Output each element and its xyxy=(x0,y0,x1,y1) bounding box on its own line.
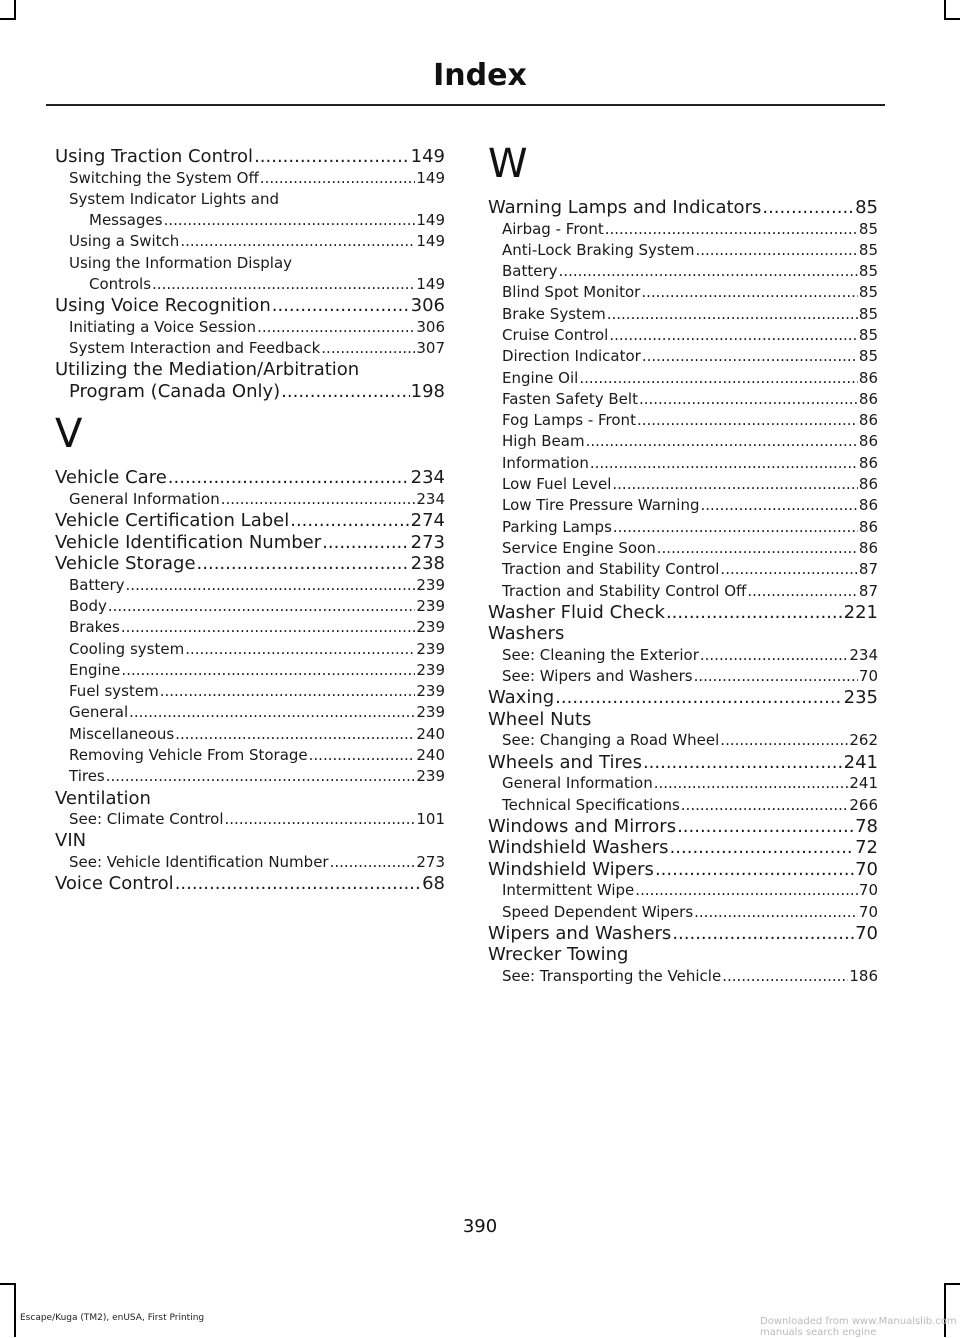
index-entry-page[interactable]: 240 xyxy=(416,724,445,743)
crop-mark-bottom-left-v xyxy=(14,1283,16,1337)
index-entry-page[interactable]: 186 xyxy=(849,966,878,985)
dot-leader xyxy=(637,410,858,431)
index-entry[interactable] xyxy=(488,687,878,709)
dot-leader xyxy=(657,538,858,559)
index-entry-page[interactable]: 221 xyxy=(843,601,878,623)
dot-leader xyxy=(197,553,410,575)
index-entry-page[interactable]: 239 xyxy=(416,596,445,615)
index-entry-label: Low Tire Pressure Warning xyxy=(502,496,700,515)
index-entry[interactable] xyxy=(488,666,878,687)
index-entry[interactable] xyxy=(488,517,878,538)
index-entry[interactable] xyxy=(55,168,445,189)
index-entry-label: Fasten Safety Belt xyxy=(502,389,638,408)
index-entry-page[interactable]: 86 xyxy=(858,517,878,536)
index-entry-page[interactable]: 70 xyxy=(858,902,878,921)
index-entry-label: Program (Canada Only) xyxy=(69,380,281,402)
index-entry[interactable] xyxy=(488,816,878,838)
dot-leader xyxy=(152,274,415,295)
index-entry-label: Traction and Stability Control xyxy=(502,560,720,579)
index-entry-label: Engine xyxy=(69,660,121,679)
dot-leader xyxy=(639,389,858,410)
dot-leader xyxy=(121,660,415,681)
index-entry-label: Battery xyxy=(69,575,125,594)
index-entry-page[interactable]: 234 xyxy=(410,467,445,489)
crop-mark-top-right-h xyxy=(944,18,960,20)
index-entry[interactable] xyxy=(488,902,878,923)
index-entry-page[interactable]: 198 xyxy=(410,380,445,402)
index-group-v xyxy=(55,467,445,894)
index-entry-label: Traction and Stability Control Off xyxy=(502,581,747,600)
index-entry-label: Washers xyxy=(488,623,565,645)
index-entry[interactable] xyxy=(488,304,878,325)
index-entry-label: Blind Spot Monitor xyxy=(502,283,641,302)
index-entry[interactable] xyxy=(55,702,445,723)
dot-leader xyxy=(612,474,858,495)
dot-leader xyxy=(175,873,421,895)
index-entry-label: Washer Fluid Check xyxy=(488,601,665,623)
index-entry-label: See: Climate Control xyxy=(69,810,224,829)
index-entry[interactable] xyxy=(488,730,878,751)
dot-leader xyxy=(720,559,857,580)
index-entry-label: Vehicle Care xyxy=(55,467,167,489)
index-entry-page[interactable]: 149 xyxy=(416,168,445,187)
dot-leader xyxy=(655,859,854,881)
index-entry-page[interactable]: 87 xyxy=(858,581,878,600)
index-entry-page[interactable]: 86 xyxy=(858,368,878,387)
index-entry[interactable] xyxy=(488,880,878,901)
dot-leader xyxy=(108,596,415,617)
index-entry[interactable] xyxy=(488,368,878,389)
dot-leader xyxy=(654,773,849,794)
index-entry[interactable] xyxy=(55,596,445,617)
index-entry-label: Vehicle Storage xyxy=(55,553,196,575)
index-entry-label: Warning Lamps and Indicators xyxy=(488,197,762,218)
dot-leader xyxy=(694,902,858,923)
index-entry-label: Switching the System Off xyxy=(69,168,259,187)
index-entry-label: Fog Lamps - Front xyxy=(502,411,636,430)
index-entry[interactable] xyxy=(488,261,878,282)
index-entry[interactable] xyxy=(488,325,878,346)
index-entry[interactable] xyxy=(488,623,878,645)
crop-mark-bottom-left-h xyxy=(0,1283,16,1285)
dot-leader xyxy=(330,852,416,873)
crop-mark-top-left-h xyxy=(0,18,16,20)
dot-leader xyxy=(559,261,858,282)
dot-leader xyxy=(701,495,858,516)
index-entry-page[interactable]: 85 xyxy=(858,325,878,344)
index-entry-label: See: Changing a Road Wheel xyxy=(502,731,720,750)
index-entry-label: Information xyxy=(502,453,589,472)
index-entry-label: Anti-Lock Braking System xyxy=(502,240,695,259)
index-entry-label: High Beam xyxy=(502,432,585,451)
index-entry-page[interactable]: 262 xyxy=(849,731,878,750)
dot-leader xyxy=(720,730,848,751)
dot-leader xyxy=(126,575,416,596)
index-entry[interactable] xyxy=(55,660,445,681)
index-entry-label: Brakes xyxy=(69,618,120,637)
index-entry-label: System Interaction and Feedback xyxy=(69,339,321,358)
index-entry[interactable] xyxy=(55,146,445,168)
index-group-u xyxy=(55,146,445,402)
index-entry-page[interactable]: 149 xyxy=(416,274,445,293)
index-column-left xyxy=(55,146,445,895)
index-entry[interactable] xyxy=(488,346,878,367)
header-rule xyxy=(46,104,885,106)
index-entry-label: Low Fuel Level xyxy=(502,475,612,494)
index-entry-label: Direction Indicator xyxy=(502,347,641,366)
dot-leader xyxy=(321,338,415,359)
index-entry[interactable] xyxy=(488,431,878,452)
dot-leader xyxy=(609,325,858,346)
dot-leader xyxy=(175,724,415,745)
index-entry-label: Windshield Washers xyxy=(488,837,669,859)
index-entry-label: Parking Lamps xyxy=(502,517,612,536)
index-entry-label: System Indicator Lights and xyxy=(69,189,279,208)
index-entry-page[interactable]: 238 xyxy=(410,553,445,575)
dot-leader xyxy=(762,197,854,219)
index-entry-label: Ventilation xyxy=(55,787,151,809)
index-entry[interactable] xyxy=(55,532,445,554)
index-entry[interactable] xyxy=(488,795,878,816)
index-entry-label: Controls xyxy=(89,274,152,293)
dot-leader xyxy=(180,231,415,252)
dot-leader xyxy=(747,581,858,602)
index-entry[interactable] xyxy=(55,189,445,210)
index-entry-page[interactable]: 239 xyxy=(416,682,445,701)
dot-leader xyxy=(672,923,854,945)
watermark: Downloaded from www.Manualslib.com manuals search engine xyxy=(760,1316,957,1338)
dot-leader xyxy=(257,317,415,338)
index-entry-label: General Information xyxy=(502,774,653,793)
index-entry-page[interactable]: 86 xyxy=(858,475,878,494)
index-entry-page[interactable]: 70 xyxy=(858,667,878,686)
index-entry[interactable] xyxy=(55,809,445,830)
index-entry-page[interactable]: 85 xyxy=(858,240,878,259)
dot-leader xyxy=(613,517,858,538)
index-entry[interactable] xyxy=(55,745,445,766)
index-entry-page[interactable]: 78 xyxy=(855,815,878,837)
page-title: Index xyxy=(433,58,527,93)
index-entry-label: Body xyxy=(69,596,107,615)
index-entry[interactable] xyxy=(488,923,878,945)
index-entry-label: Airbag - Front xyxy=(502,219,604,238)
index-entry[interactable] xyxy=(488,559,878,580)
index-entry[interactable] xyxy=(488,453,878,474)
index-entry-label: See: Wipers and Washers xyxy=(502,667,693,686)
dot-leader xyxy=(677,816,854,838)
index-entry-page[interactable]: 240 xyxy=(416,746,445,765)
index-entry-page[interactable]: 85 xyxy=(858,262,878,281)
index-entry-label: Using Voice Recognition xyxy=(55,295,271,317)
index-entry[interactable] xyxy=(55,274,445,295)
index-entry[interactable] xyxy=(488,474,878,495)
index-entry[interactable] xyxy=(488,752,878,774)
index-entry[interactable] xyxy=(55,295,445,317)
index-group-w xyxy=(488,197,878,987)
index-entry-label: VIN xyxy=(55,830,87,852)
index-entry[interactable] xyxy=(488,410,878,431)
index-entry-page[interactable]: 149 xyxy=(416,232,445,251)
index-column-right xyxy=(488,134,878,987)
index-entry-page[interactable]: 86 xyxy=(858,538,878,557)
dot-leader xyxy=(272,295,410,317)
index-entry-label: Wrecker Towing xyxy=(488,944,629,966)
dot-leader xyxy=(722,966,848,987)
index-entry[interactable] xyxy=(55,253,445,274)
index-entry-page[interactable]: 86 xyxy=(858,432,878,451)
index-entry-page[interactable]: 239 xyxy=(416,575,445,594)
index-entry-label: Battery xyxy=(502,262,558,281)
dot-leader xyxy=(164,210,416,231)
dot-leader xyxy=(681,795,849,816)
index-entry-page[interactable]: 86 xyxy=(858,411,878,430)
index-entry-label: Cooling system xyxy=(69,639,185,658)
dot-leader xyxy=(643,752,843,774)
index-entry[interactable] xyxy=(55,873,445,895)
dot-leader xyxy=(605,219,858,240)
index-entry[interactable] xyxy=(55,210,445,231)
index-entry-label: Intermittent Wipe xyxy=(502,881,635,900)
page-number: 390 xyxy=(462,1216,498,1237)
index-entry-label: Messages xyxy=(89,211,163,230)
index-entry-page[interactable]: 234 xyxy=(849,645,878,664)
index-entry[interactable] xyxy=(488,859,878,881)
index-entry-page[interactable]: 85 xyxy=(858,219,878,238)
dot-leader xyxy=(579,368,858,389)
crop-mark-top-left-v xyxy=(14,0,16,20)
index-entry-page[interactable]: 101 xyxy=(416,810,445,829)
dot-leader xyxy=(666,602,843,624)
index-entry[interactable] xyxy=(488,837,878,859)
index-entry[interactable] xyxy=(488,966,878,987)
index-entry-page[interactable]: 239 xyxy=(416,767,445,786)
index-entry-page[interactable]: 274 xyxy=(410,510,445,532)
crop-mark-top-right-v xyxy=(944,0,946,20)
index-entry[interactable] xyxy=(488,197,878,219)
dot-leader xyxy=(168,467,410,489)
index-entry-page[interactable]: 70 xyxy=(858,881,878,900)
index-entry-page[interactable]: 239 xyxy=(416,660,445,679)
index-entry-label: Waxing xyxy=(488,687,555,709)
index-entry-page[interactable]: 85 xyxy=(858,283,878,302)
index-entry-label: Fuel system xyxy=(69,682,159,701)
index-entry-page[interactable]: 241 xyxy=(849,774,878,793)
index-entry-page[interactable]: 70 xyxy=(855,858,878,880)
dot-leader xyxy=(221,489,416,510)
index-entry[interactable] xyxy=(55,788,445,810)
index-entry-page[interactable]: 306 xyxy=(416,317,445,336)
index-entry-label: See: Cleaning the Exterior xyxy=(502,645,699,664)
index-entry-page[interactable]: 86 xyxy=(858,496,878,515)
dot-leader xyxy=(694,666,858,687)
index-entry-label: Windows and Mirrors xyxy=(488,815,677,837)
dot-leader xyxy=(106,766,416,787)
index-entry-label: Service Engine Soon xyxy=(502,538,656,557)
dot-leader xyxy=(160,681,416,702)
index-entry-label: Miscellaneous xyxy=(69,724,175,743)
index-entry[interactable] xyxy=(55,830,445,852)
index-entry-page[interactable]: 149 xyxy=(416,211,445,230)
dot-leader xyxy=(185,639,415,660)
dot-leader xyxy=(129,702,415,723)
edition-footer: Escape/Kuga (TM2), enUSA, First Printing xyxy=(20,1313,205,1323)
index-entry-page[interactable]: 85 xyxy=(855,197,878,218)
index-entry-label: Windshield Wipers xyxy=(488,858,654,880)
dot-leader xyxy=(260,168,416,189)
index-entry[interactable] xyxy=(55,639,445,660)
index-entry-label: Utilizing the Mediation/Arbitration xyxy=(55,359,360,381)
index-entry-label: Technical Specifications xyxy=(502,795,680,814)
dot-leader xyxy=(635,880,858,901)
dot-leader xyxy=(290,510,409,532)
index-entry-label: Tires xyxy=(69,767,105,786)
index-entry[interactable] xyxy=(55,338,445,359)
index-entry-label: Using Traction Control xyxy=(55,146,254,167)
index-entry-label: Cruise Control xyxy=(502,325,609,344)
index-entry-label: Vehicle Identification Number xyxy=(55,531,322,553)
index-entry[interactable] xyxy=(55,617,445,638)
dot-leader xyxy=(670,837,855,859)
index-entry[interactable] xyxy=(55,681,445,702)
index-entry-page[interactable]: 87 xyxy=(858,560,878,579)
index-entry[interactable] xyxy=(488,645,878,666)
index-entry[interactable] xyxy=(488,709,878,731)
index-entry-page[interactable]: 273 xyxy=(410,531,445,553)
index-entry[interactable] xyxy=(488,240,878,261)
index-entry[interactable] xyxy=(55,467,445,489)
dot-leader xyxy=(607,304,858,325)
dot-leader xyxy=(642,346,858,367)
index-entry[interactable] xyxy=(55,766,445,787)
index-entry[interactable] xyxy=(55,489,445,510)
index-entry[interactable] xyxy=(55,553,445,575)
index-entry-page[interactable]: 307 xyxy=(416,339,445,358)
index-entry[interactable] xyxy=(55,724,445,745)
index-entry[interactable] xyxy=(55,359,445,381)
index-entry-page[interactable]: 68 xyxy=(422,873,445,895)
index-entry-page[interactable]: 239 xyxy=(416,618,445,637)
index-entry[interactable] xyxy=(55,381,445,403)
index-entry[interactable] xyxy=(488,944,878,966)
section-letter-v: V xyxy=(55,411,83,458)
index-entry-label: Engine Oil xyxy=(502,368,579,387)
index-entry-label: Voice Control xyxy=(55,873,174,895)
index-entry[interactable] xyxy=(55,510,445,532)
index-entry-label: Brake System xyxy=(502,304,606,323)
index-entry[interactable] xyxy=(488,538,878,559)
dot-leader xyxy=(586,431,858,452)
dot-leader xyxy=(590,453,858,474)
index-entry-page[interactable]: 85 xyxy=(858,304,878,323)
index-entry[interactable] xyxy=(488,602,878,624)
index-entry-page[interactable]: 306 xyxy=(410,295,445,317)
index-entry-label: Wheels and Tires xyxy=(488,751,642,773)
section-letter-w: W xyxy=(488,141,528,187)
index-entry-page[interactable]: 70 xyxy=(855,922,878,944)
dot-leader xyxy=(254,146,410,168)
index-entry-page[interactable]: 239 xyxy=(416,703,445,722)
index-entry[interactable] xyxy=(488,773,878,794)
dot-leader xyxy=(309,745,416,766)
index-entry[interactable] xyxy=(55,317,445,338)
index-entry[interactable] xyxy=(488,219,878,240)
index-entry-page[interactable]: 239 xyxy=(416,639,445,658)
index-entry-label: Wheel Nuts xyxy=(488,708,592,730)
index-entry-page[interactable]: 266 xyxy=(849,795,878,814)
index-entry-page[interactable]: 85 xyxy=(858,347,878,366)
dot-leader xyxy=(695,240,857,261)
index-entry-label: General xyxy=(69,703,129,722)
index-entry[interactable] xyxy=(488,282,878,303)
index-entry-label: Using a Switch xyxy=(69,232,180,251)
index-entry-label: General Information xyxy=(69,489,220,508)
index-entry-page[interactable]: 86 xyxy=(858,453,878,472)
dot-leader xyxy=(700,645,848,666)
dot-leader xyxy=(121,617,416,638)
index-entry[interactable] xyxy=(488,389,878,410)
index-entry-page[interactable]: 149 xyxy=(410,146,445,167)
index-entry-page[interactable]: 234 xyxy=(416,489,445,508)
dot-leader xyxy=(322,532,409,554)
dot-leader xyxy=(281,381,409,403)
crop-mark-bottom-right-h xyxy=(944,1283,960,1285)
dot-leader xyxy=(641,282,858,303)
index-entry-label: Using the Information Display xyxy=(69,253,293,272)
index-entry-label: Wipers and Washers xyxy=(488,922,672,944)
index-entry-label: Initiating a Voice Session xyxy=(69,317,257,336)
index-entry[interactable] xyxy=(55,852,445,873)
index-entry-label: Vehicle Certification Label xyxy=(55,510,290,532)
index-entry-label: Speed Dependent Wipers xyxy=(502,902,694,921)
dot-leader xyxy=(555,687,842,709)
index-entry[interactable] xyxy=(488,581,878,602)
index-entry[interactable] xyxy=(488,495,878,516)
index-entry-label: See: Transporting the Vehicle xyxy=(502,966,722,985)
index-entry-label: Removing Vehicle From Storage xyxy=(69,746,308,765)
index-entry-page[interactable]: 273 xyxy=(416,852,445,871)
index-entry[interactable] xyxy=(55,231,445,252)
index-entry[interactable] xyxy=(55,575,445,596)
dot-leader xyxy=(225,809,416,830)
index-entry-page[interactable]: 72 xyxy=(855,837,878,859)
index-entry-page[interactable]: 86 xyxy=(858,389,878,408)
index-entry-page[interactable]: 235 xyxy=(843,687,878,709)
index-entry-label: See: Vehicle Identification Number xyxy=(69,852,329,871)
index-entry-page[interactable]: 241 xyxy=(843,751,878,773)
